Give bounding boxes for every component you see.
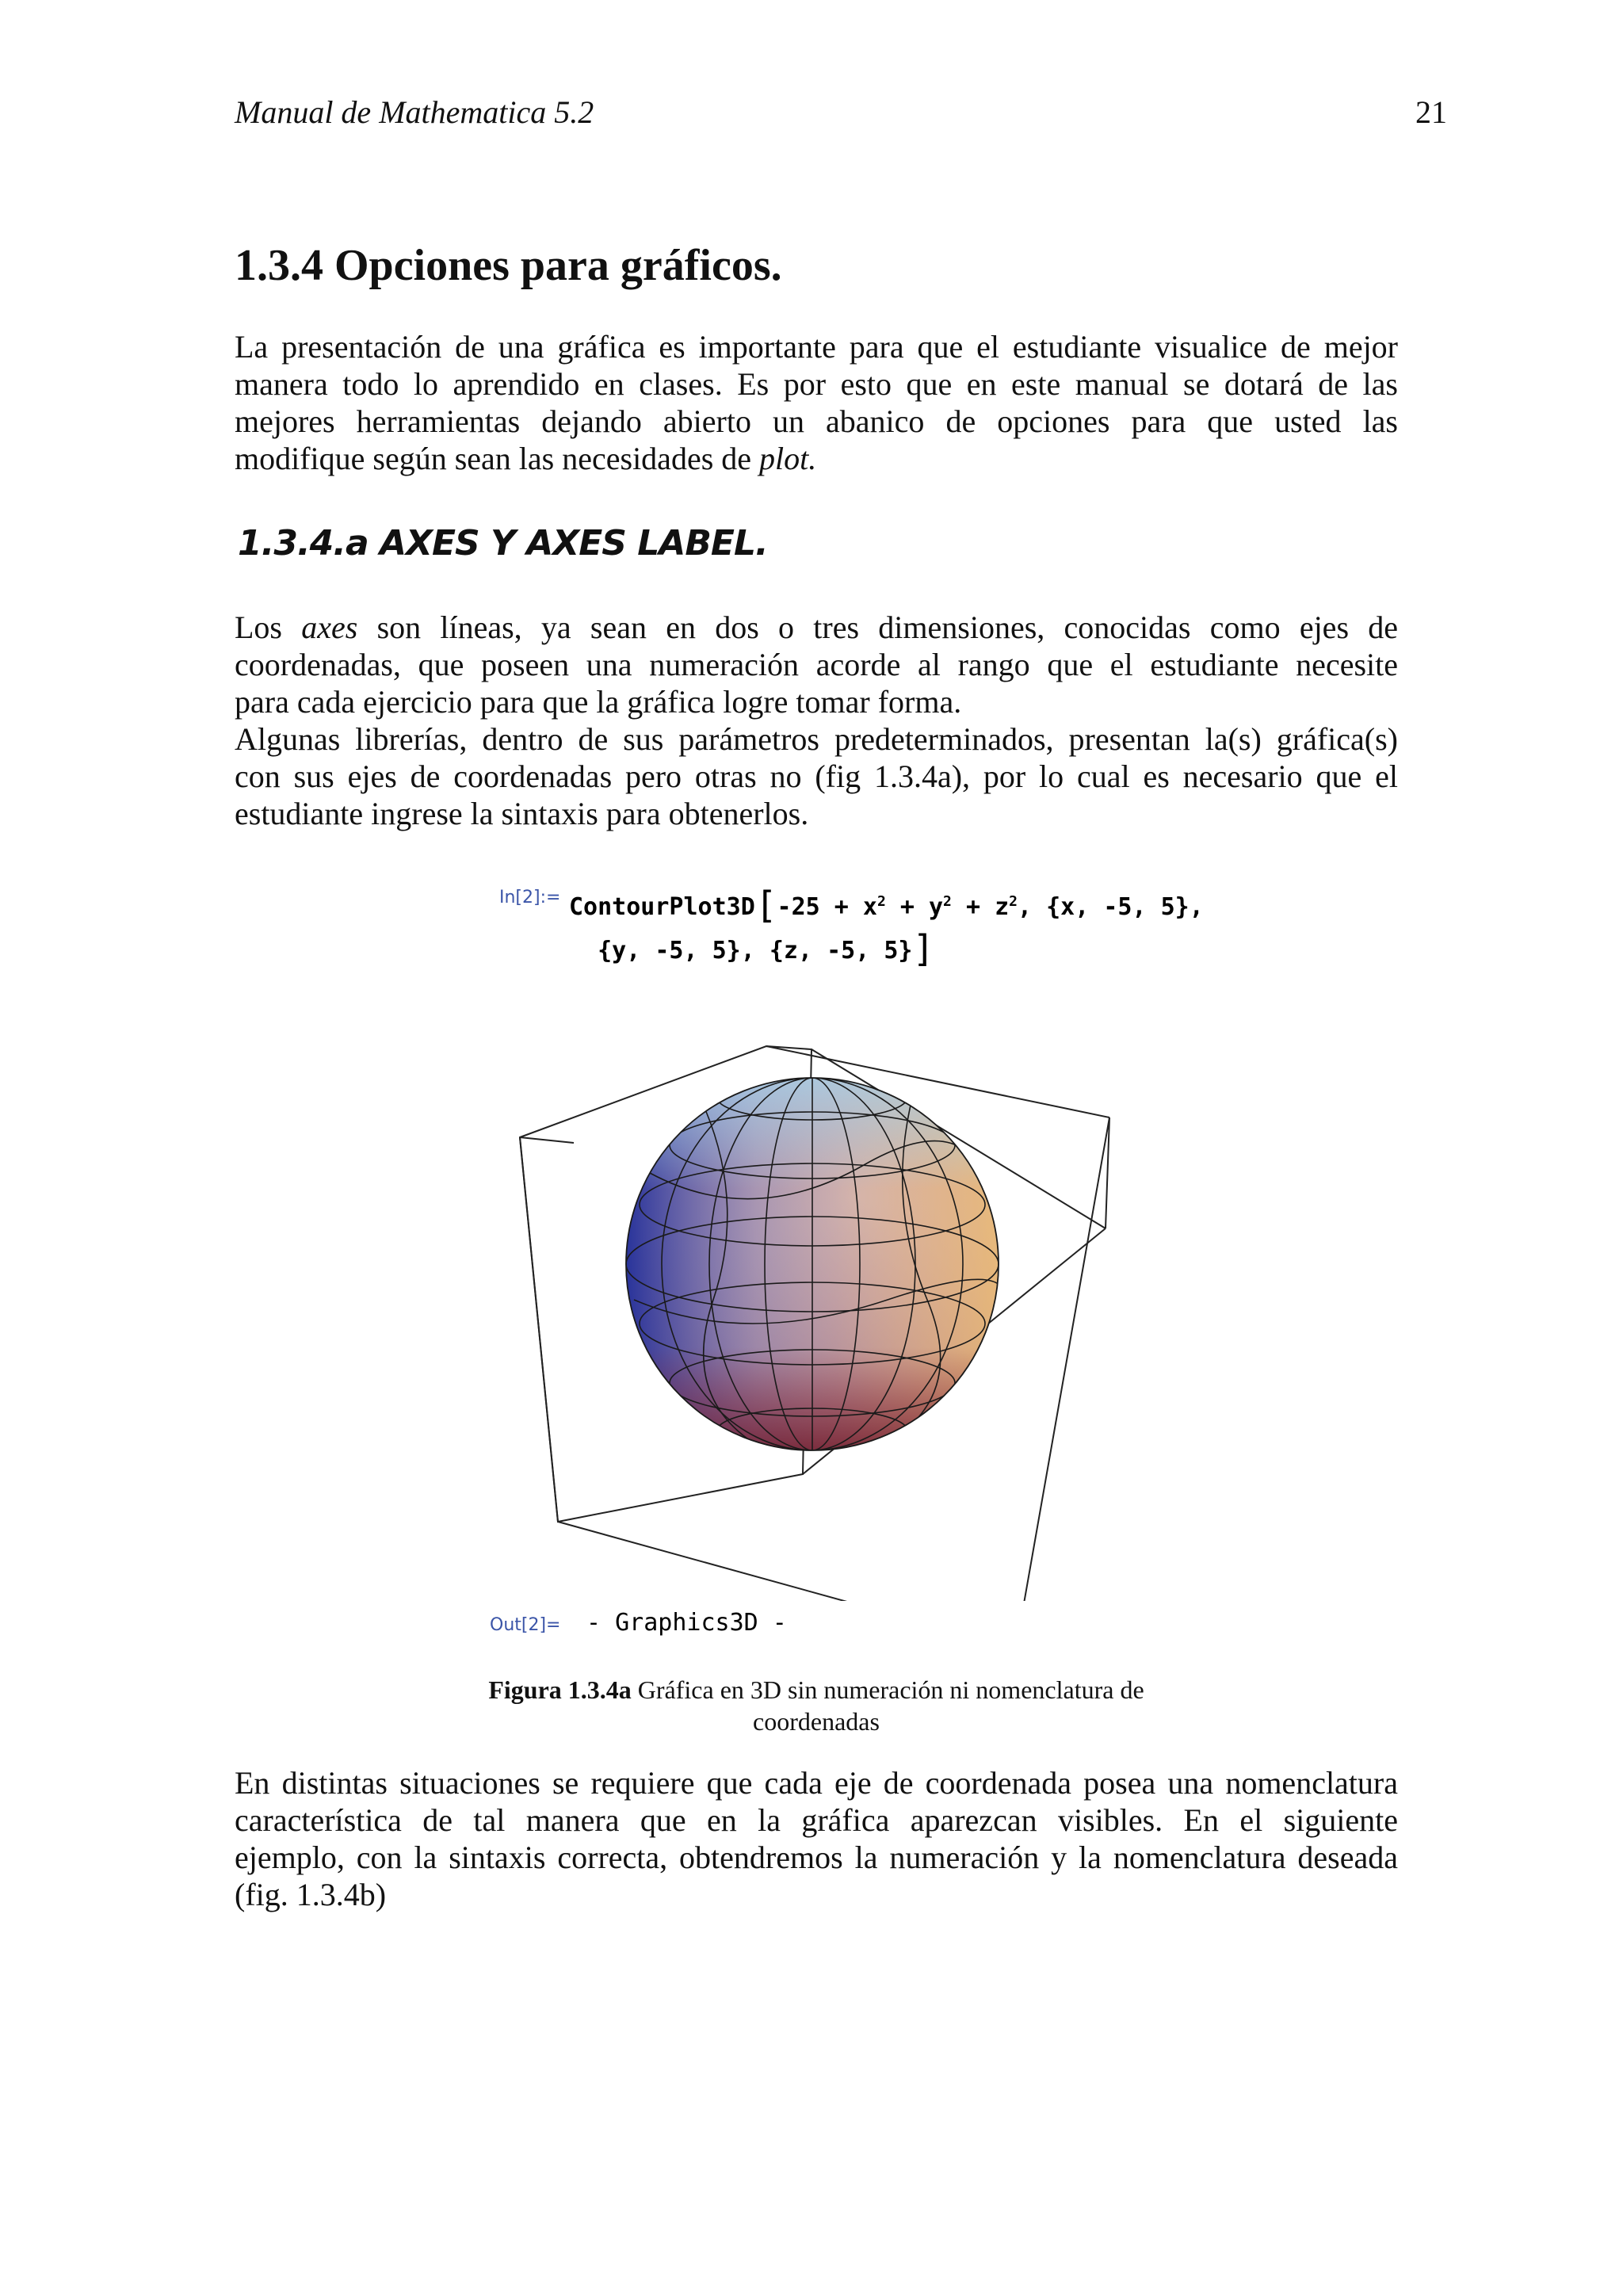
- code-sup-y: 2: [943, 893, 952, 910]
- code-function-name: ContourPlot3D: [569, 893, 755, 921]
- axes-italic-word: axes: [301, 609, 358, 645]
- sphere-3d-plot: [515, 967, 1149, 1601]
- closing-line-2: característica de tal manera que en la gráfica aparezcan visibles. En el siguiente: [235, 1802, 1398, 1838]
- intro-paragraph: [235, 328, 1398, 477]
- output-cell-label: Out[2]=: [490, 1615, 561, 1635]
- caption-text: Gráfica en 3D sin numeración ni nomenclatura de: [631, 1675, 1144, 1704]
- closing-line-4: (fig. 1.3.4b): [235, 1877, 387, 1912]
- code-part-z: + z: [951, 893, 1010, 921]
- running-title: Manual de Mathematica 5.2: [235, 94, 594, 130]
- output-cell-value: - Graphics3D -: [586, 1609, 787, 1637]
- axes-paragraph: [235, 609, 1398, 832]
- axes-line-1-start: Los: [235, 609, 302, 645]
- closing-line-1: En distintas situaciones se requiere que cada eje de coordenada posea una nomenclatura: [235, 1765, 1398, 1801]
- libraries-line-3: estudiante ingrese la sintaxis para obtenerlos.: [235, 796, 809, 831]
- closing-line-3: ejemplo, con la sintaxis correcta, obtendremos la numeración y la nomenclatura deseada: [235, 1839, 1398, 1875]
- input-cell-label: In[2]:=: [499, 888, 561, 907]
- figure-caption: [444, 1674, 1189, 1737]
- page-number: 21: [1415, 94, 1447, 130]
- intro-line-2: manera todo lo aprendido en clases. Es por esto que en este manual se dotará de las: [235, 366, 1398, 402]
- code-open-bracket: [: [754, 884, 777, 926]
- code-sup-x: 2: [876, 893, 886, 910]
- code-close-bracket: ]: [912, 927, 935, 970]
- axes-line-1: [235, 609, 1398, 646]
- libraries-line-2: con sus ejes de coordenadas pero otras no (fig 1.3.4a), por lo cual es necesario que el: [235, 758, 1398, 794]
- code-line-1-end: , {x, -5, 5},: [1017, 893, 1204, 921]
- caption-label: Figura 1.3.4a: [488, 1675, 632, 1704]
- axes-line-3: para cada ejercicio para que la gráfica logre tomar forma.: [235, 684, 962, 720]
- section-title: 1.3.4 Opciones para gráficos.: [235, 241, 782, 290]
- intro-italic-word: plot.: [759, 441, 817, 476]
- code-line-2: {y, -5, 5}, {z, -5, 5}: [598, 937, 913, 965]
- figure-mathematica-output: [483, 872, 1204, 1648]
- closing-paragraph: [235, 1764, 1398, 1913]
- code-part-x: -25 + x: [777, 893, 877, 921]
- caption-text-line-2: coordenadas: [753, 1707, 880, 1736]
- axes-line-1-end: son líneas, ya sean en dos o tres dimensiones, conocidas como ejes de: [357, 609, 1399, 645]
- code-sup-z: 2: [1009, 893, 1018, 910]
- intro-line-3: mejores herramientas dejando abierto un abanico de opciones para que usted las: [235, 403, 1398, 439]
- axes-line-2: coordenadas, que poseen una numeración acorde al rango que el estudiante necesite: [235, 647, 1398, 682]
- sphere: [618, 1070, 1014, 1466]
- intro-line-1: La presentación de una gráfica es importante para que el estudiante visualice de mejor: [235, 329, 1398, 365]
- code-part-y: + y: [885, 893, 944, 921]
- input-cell-code: [569, 881, 1204, 972]
- subsection-title: 1.3.4.a AXES Y AXES LABEL.: [238, 523, 768, 563]
- intro-line-4: [235, 440, 1398, 477]
- intro-line-4-text: modifique según sean las necesidades de: [235, 441, 760, 476]
- libraries-line-1: Algunas librerías, dentro de sus parámetros predeterminados, presentan la(s) gráfica(s): [235, 721, 1398, 757]
